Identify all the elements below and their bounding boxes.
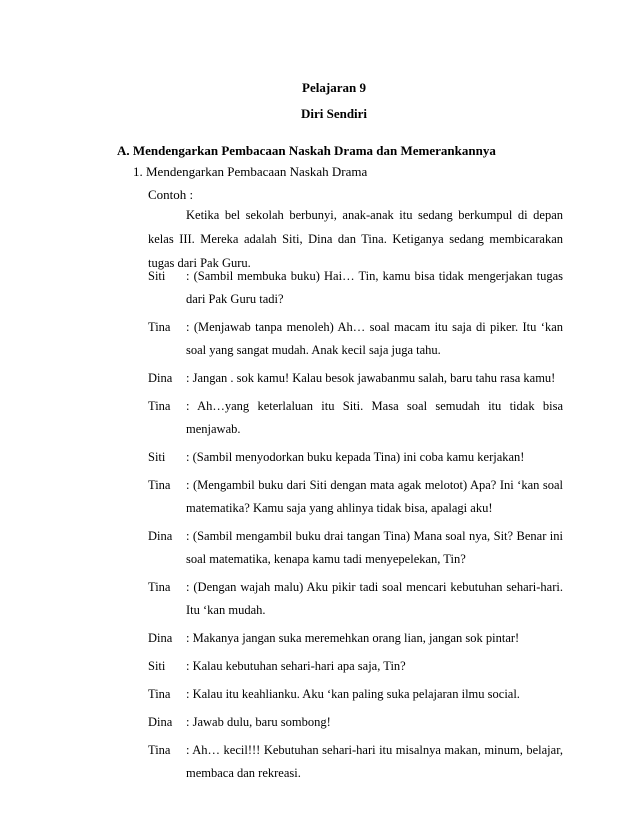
dialogue-row <box>148 395 563 441</box>
dialogue-line: : Ah… kecil!!! Kebutuhan sehari-hari itu misalnya makan, minum, belajar, membaca dan rekreasi. <box>186 743 563 780</box>
dialogue-row <box>148 711 563 734</box>
speaker-name: Tina <box>148 743 171 757</box>
dialogue-row <box>148 316 563 362</box>
dialogue-line: : (Dengan wajah malu) Aku pikir tadi soal mencari kebutuhan sehari-hari. Itu ‘kan mudah. <box>186 580 563 617</box>
dialogue-line: : (Sambil membuka buku) Hai… Tin, kamu bisa tidak mengerjakan tugas dari Pak Guru tadi? <box>186 269 563 306</box>
speaker-name: Siti <box>148 659 166 673</box>
subsection-heading: 1. Mendengarkan Pembacaan Naskah Drama <box>133 164 368 179</box>
dialogue-row <box>148 525 563 571</box>
dialogue-row <box>148 739 563 785</box>
dialogue-row <box>148 627 563 650</box>
dialogue-row <box>148 265 563 311</box>
dialogue-list <box>148 265 563 790</box>
dialogue-line: : (Mengambil buku dari Siti dengan mata agak melotot) Apa? Ini ‘kan soal matematika? Kamu saja yang ahlinya tidak bisa, apalagi aku! <box>186 478 563 515</box>
speaker-name: Dina <box>148 371 173 385</box>
dialogue-line: : Makanya jangan suka meremehkan orang lian, jangan sok pintar! <box>186 631 520 645</box>
speaker-name: Tina <box>148 580 171 594</box>
example-label: Contoh : <box>148 187 194 202</box>
dialogue-line: : Jawab dulu, baru sombong! <box>186 715 331 729</box>
intro-text: Ketika bel sekolah berbunyi, anak-anak itu sedang berkumpul di depan kelas III. Mereka adalah Siti, Dina dan Tina. Ketiganya sedang membicarakan tugas dari Pak Guru. <box>148 208 563 270</box>
lesson-number: Pelajaran 9 <box>302 80 366 95</box>
dialogue-line: : Kalau kebutuhan sehari-hari apa saja, Tin? <box>186 659 406 673</box>
speaker-name: Dina <box>148 715 173 729</box>
dialogue-row <box>148 367 563 390</box>
section-heading: A. Mendengarkan Pembacaan Naskah Drama dan Memerankannya <box>117 143 496 158</box>
dialogue-row <box>148 683 563 706</box>
speaker-name: Dina <box>148 529 173 543</box>
dialogue-row <box>148 655 563 678</box>
speaker-name: Siti <box>148 269 166 283</box>
speaker-name: Tina <box>148 687 171 701</box>
dialogue-line: : Jangan . sok kamu! Kalau besok jawabanmu salah, baru tahu rasa kamu! <box>186 371 556 385</box>
speaker-name: Tina <box>148 399 171 413</box>
dialogue-row <box>148 576 563 622</box>
speaker-name: Tina <box>148 478 171 492</box>
dialogue-line: : Ah…yang keterlaluan itu Siti. Masa soal semudah itu tidak bisa menjawab. <box>186 399 563 436</box>
dialogue-row <box>148 474 563 520</box>
lesson-title: Diri Sendiri <box>300 106 368 121</box>
dialogue-line: : Kalau itu keahlianku. Aku ‘kan paling suka pelajaran ilmu social. <box>186 687 520 701</box>
speaker-name: Tina <box>148 320 171 334</box>
speaker-name: Siti <box>148 450 166 464</box>
dialogue-row <box>148 446 563 469</box>
speaker-name: Dina <box>148 631 173 645</box>
dialogue-line: : (Sambil menyodorkan buku kepada Tina) ini coba kamu kerjakan! <box>186 450 525 464</box>
dialogue-line: : (Menjawab tanpa menoleh) Ah… soal macam itu saja di piker. Itu ‘kan soal yang sangat mudah. Anak kecil saja juga tahu. <box>186 320 563 357</box>
dialogue-line: : (Sambil mengambil buku drai tangan Tina) Mana soal nya, Sit? Benar ini soal matematika, kenapa kamu tadi menyepelekan, Tin? <box>186 529 563 566</box>
